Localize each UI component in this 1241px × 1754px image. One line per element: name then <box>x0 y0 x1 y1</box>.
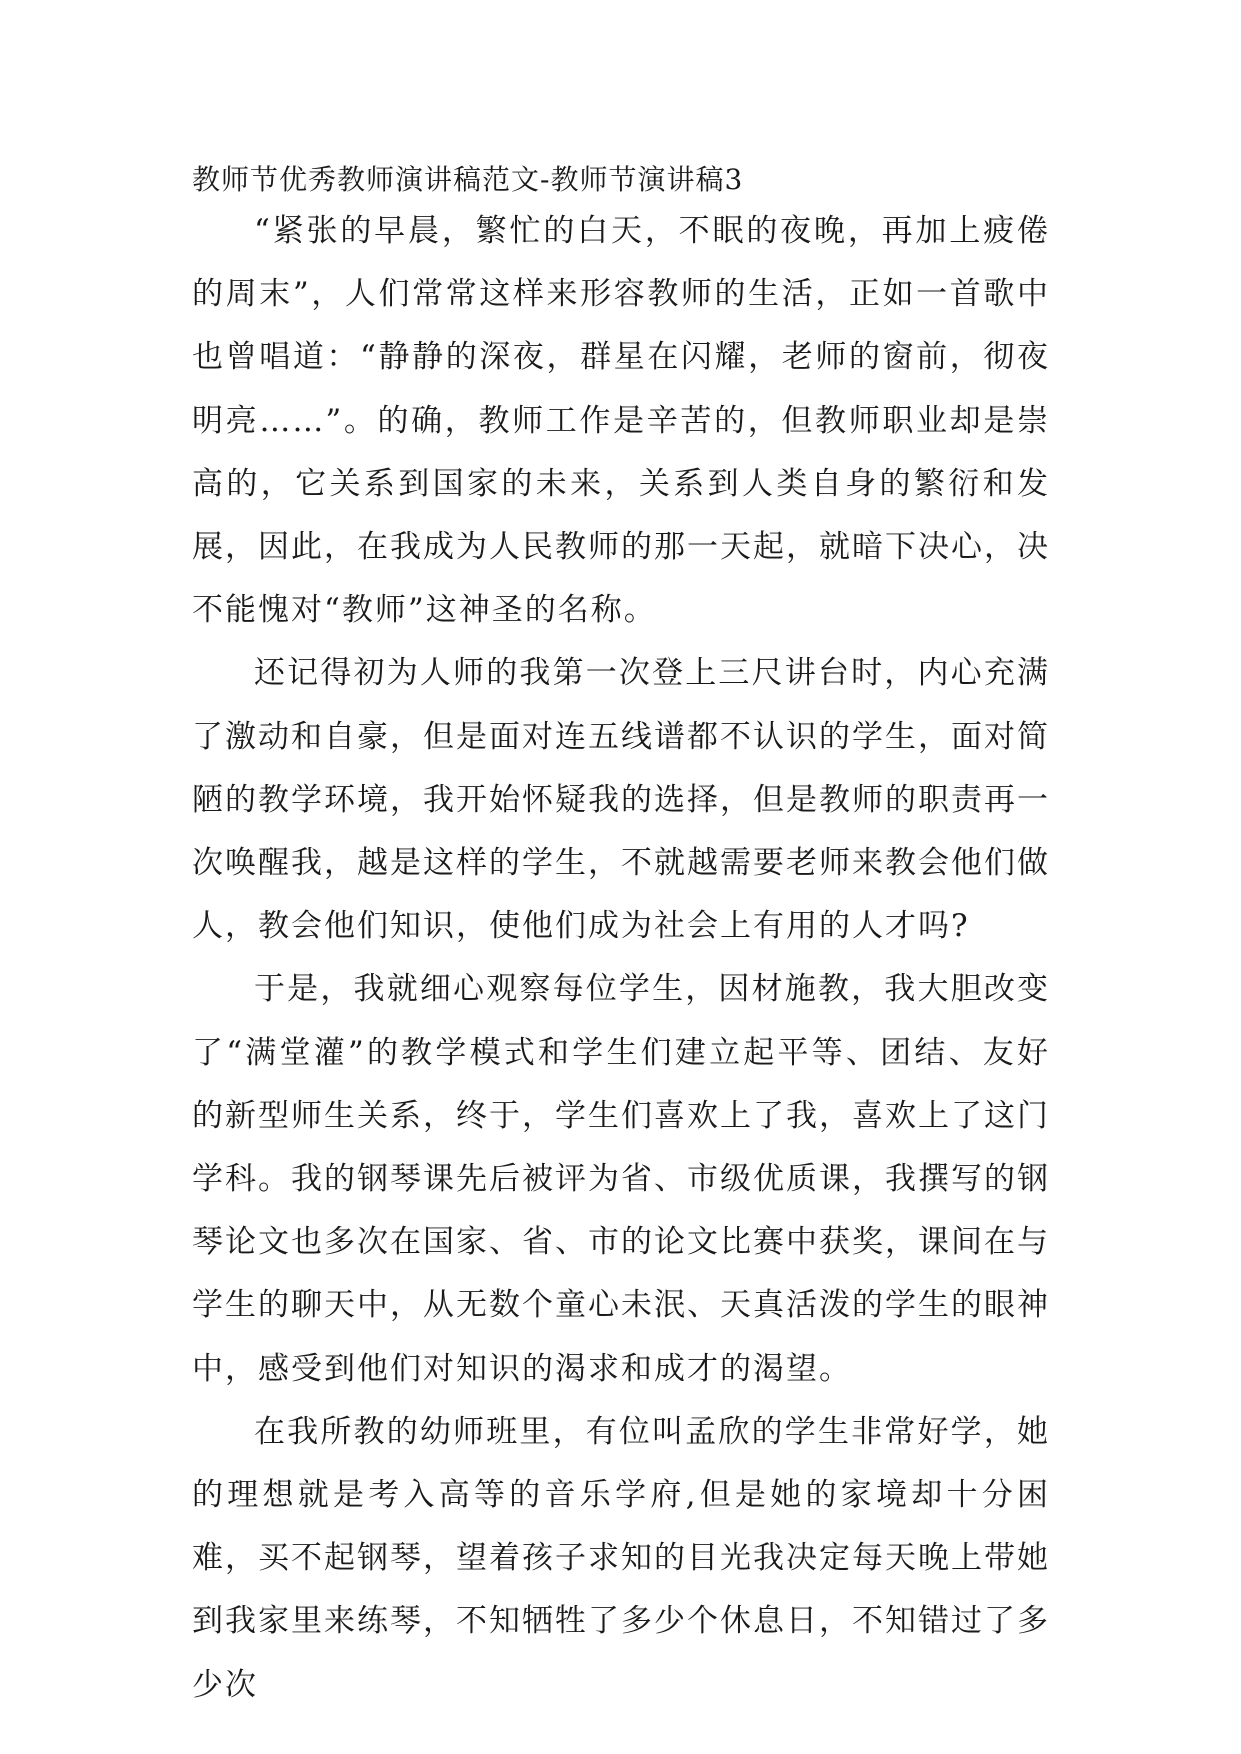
document-title: 教师节优秀教师演讲稿范文-教师节演讲稿3 <box>192 163 744 196</box>
document-body <box>192 160 1050 1717</box>
paragraph-1: “紧张的早晨，繁忙的白天，不眠的夜晚，再加上疲倦的周末”，人们常常这样来形容教师的生活，正如一首歌中也曾唱道：“静静的深夜，群星在闪耀，老师的窗前，彻夜明亮……”。的确，教师工作是辛苦的，但教师职业却是崇高的，它关系到国家的未来，关系到人类自身的繁衍和发展，因此，在我成为人民教师的那一天起，就暗下决心，决不能愧对“教师”这神圣的名称。 <box>192 213 1050 629</box>
paragraph-2: 还记得初为人师的我第一次登上三尺讲台时，内心充满了激动和自豪，但是面对连五线谱都不认识的学生，面对简陋的教学环境，我开始怀疑我的选择，但是教师的职责再一次唤醒我，越是这样的学生，不就越需要老师来教会他们做人，教会他们知识，使他们成为社会上有用的人才吗? <box>192 655 1050 945</box>
paragraph-4: 在我所教的幼师班里，有位叫孟欣的学生非常好学，她的理想就是考入高等的音乐学府,但是她的家境却十分困难，买不起钢琴，望着孩子求知的目光我决定每天晚上带她到我家里来练琴，不知牺牲了多少个休息日，不知错过了多少次 <box>192 1413 1050 1703</box>
paragraph-3: 于是，我就细心观察每位学生，因材施教，我大胆改变了“满堂灌”的教学模式和学生们建立起平等、团结、友好的新型师生关系，终于，学生们喜欢上了我，喜欢上了这门学科。我的钢琴课先后被评为省、市级优质课，我撰写的钢琴论文也多次在国家、省、市的论文比赛中获奖，课间在与学生的聊天中，从无数个童心未泯、天真活泼的学生的眼神中，感受到他们对知识的渴求和成才的渴望。 <box>192 971 1050 1387</box>
